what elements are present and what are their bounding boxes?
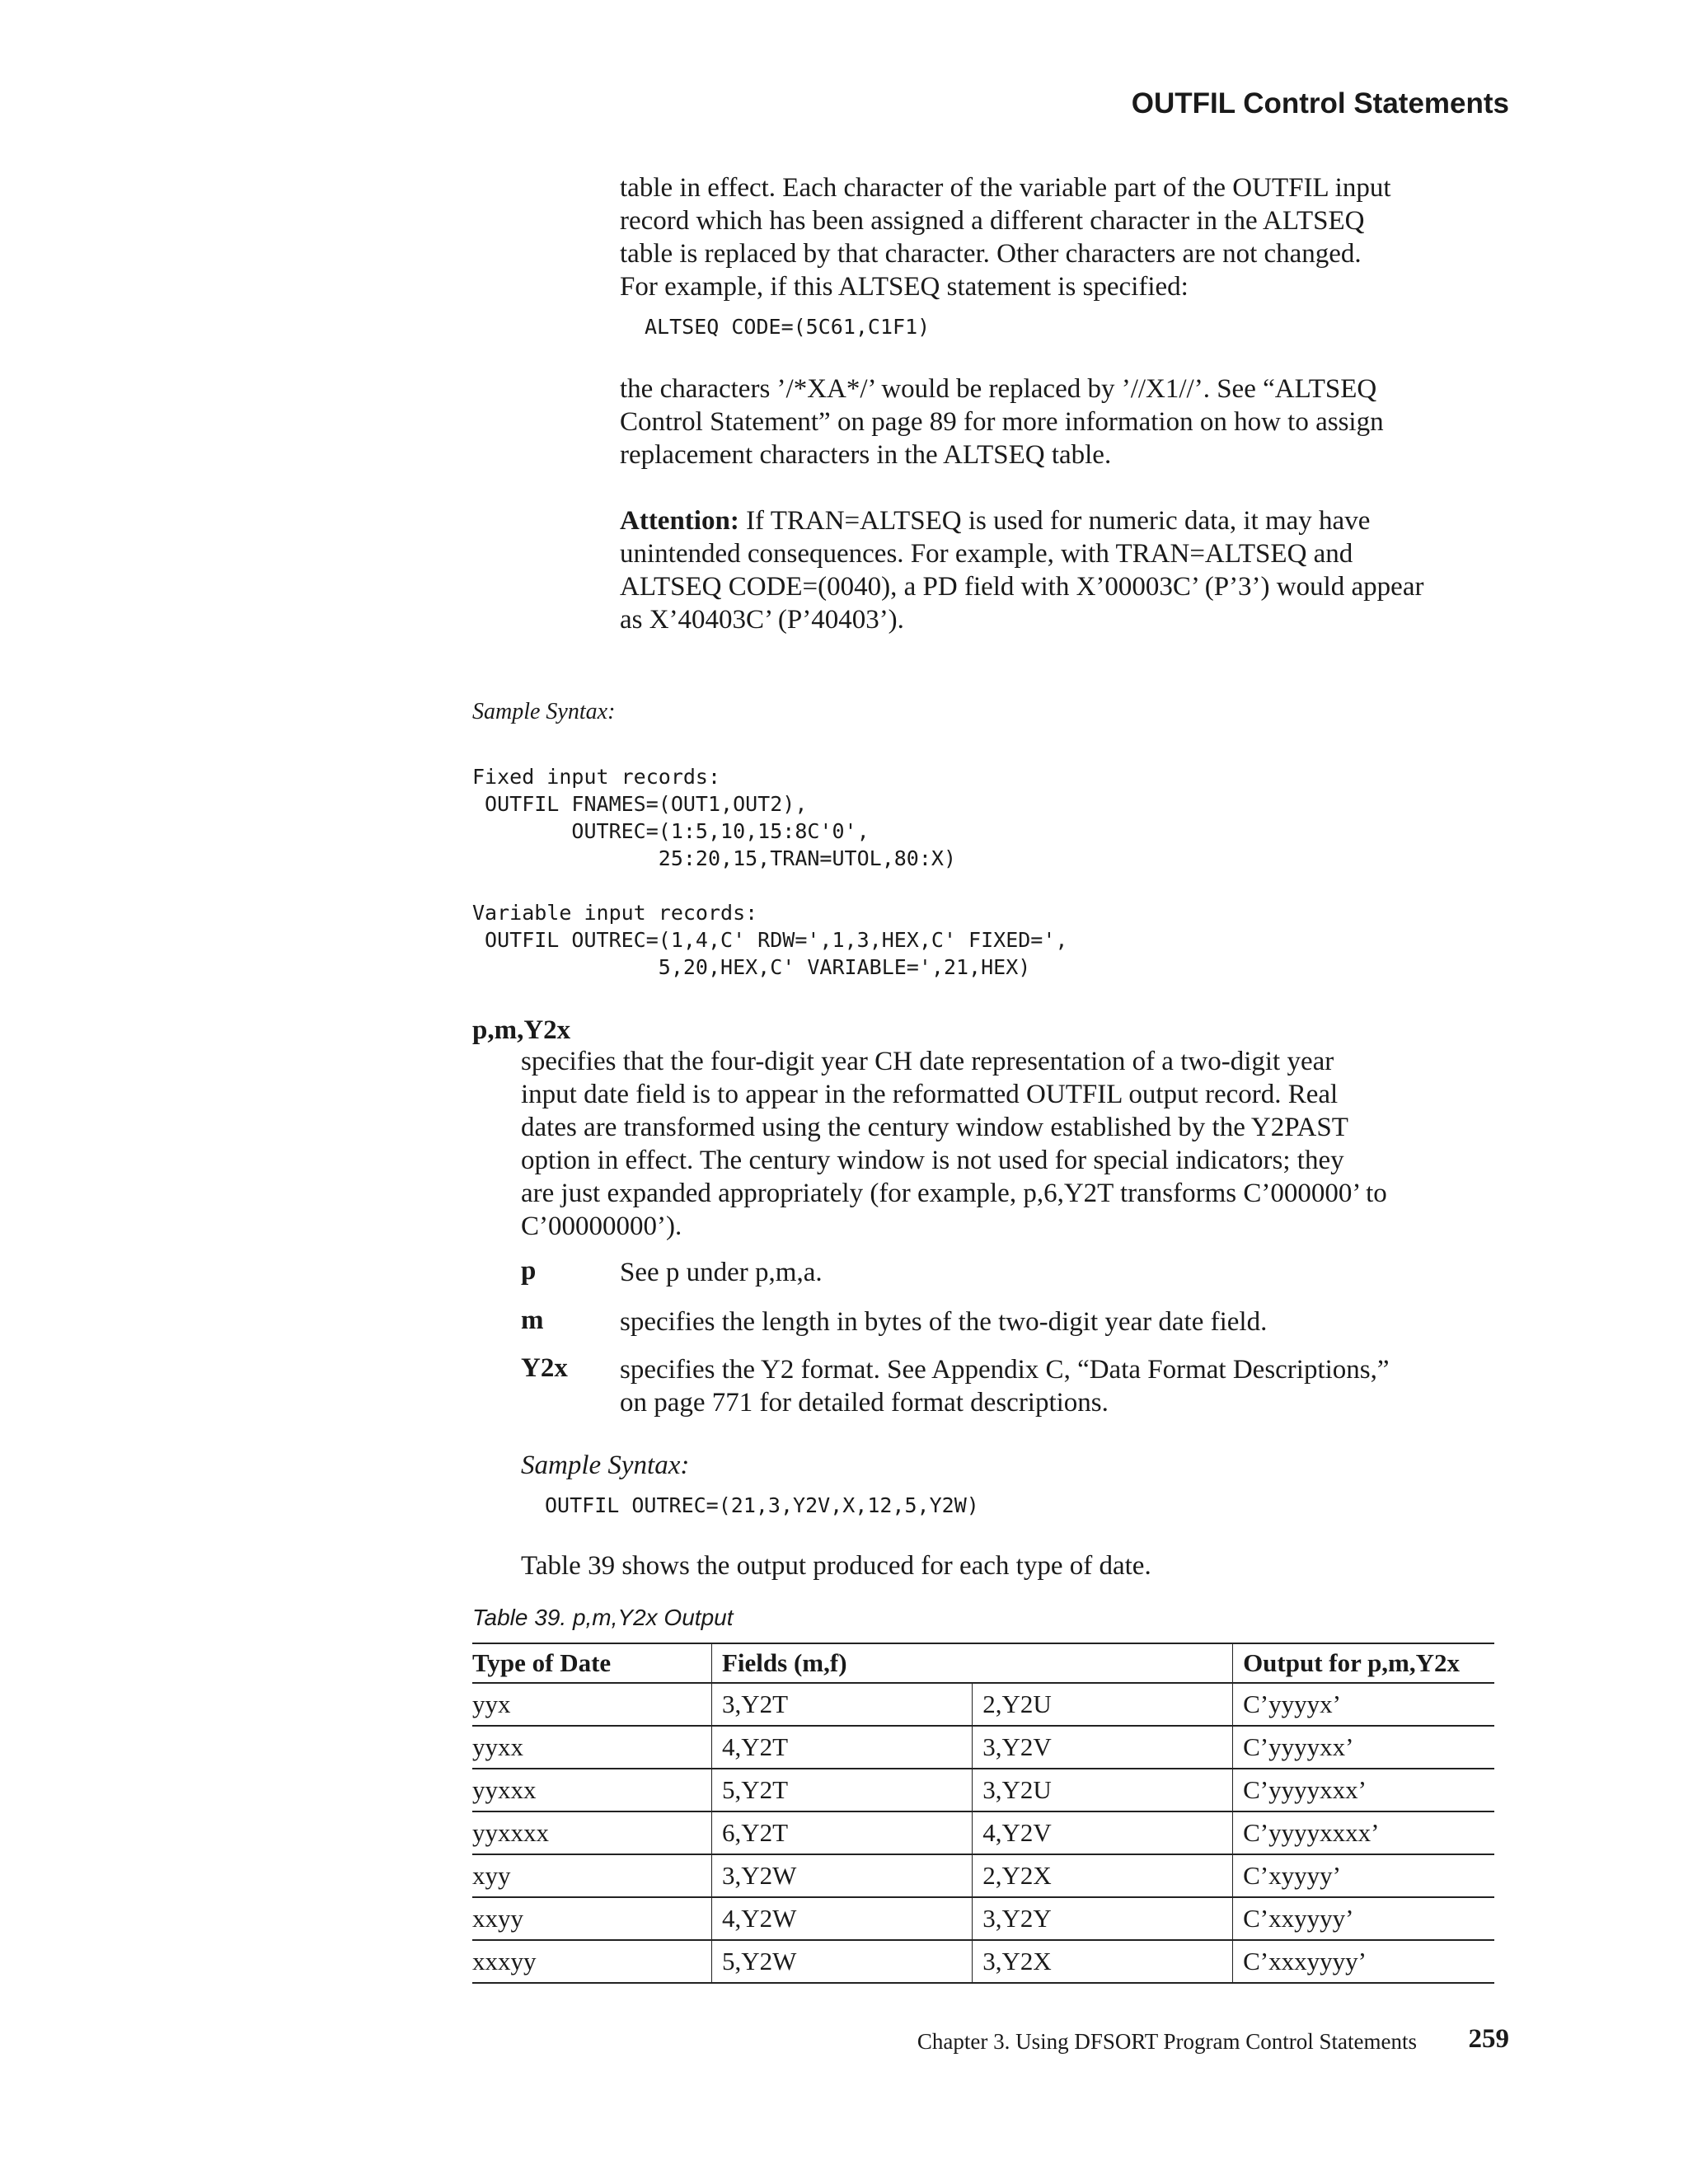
cell-output: C’yyyyxx’ — [1233, 1726, 1494, 1769]
cell-type: xyy — [472, 1854, 712, 1897]
cell-field-2: 3,Y2U — [973, 1769, 1233, 1811]
cell-field-1: 6,Y2T — [712, 1811, 973, 1854]
sample-syntax-code: Fixed input records: OUTFIL FNAMES=(OUT1,OUT2), OUTREC=(1:5,10,15:8C'0', 25:20,15,TRAN=UTOL,80:X) Variable input records: OUTFIL OUTREC=(1,4,C' RDW=',1,3,HEX,C' FIXED=', 5,20,HEX,C' VARIABLE=',21,HEX) — [472, 765, 1068, 979]
def-desc-line: specifies the Y2 format. See Appendix C, “Data Format Descriptions,” — [620, 1355, 1390, 1385]
y2x-description — [521, 1045, 1510, 1243]
cell-field-1: 3,Y2W — [712, 1854, 973, 1897]
table-intro: Table 39 shows the output produced for each type of date. — [521, 1551, 1151, 1581]
cell-field-1: 5,Y2W — [712, 1940, 973, 1983]
cell-output: C’yyyyxxx’ — [1233, 1769, 1494, 1811]
sample-syntax-label: Sample Syntax: — [472, 699, 616, 724]
cell-output: C’xxyyyy’ — [1233, 1897, 1494, 1940]
footer-chapter: Chapter 3. Using DFSORT Program Control Statements — [917, 2029, 1417, 2054]
y2x-line: C’00000000’). — [521, 1212, 682, 1241]
cell-output: C’xyyyy’ — [1233, 1854, 1494, 1897]
cell-field-2: 3,Y2V — [973, 1726, 1233, 1769]
def-desc-m: specifies the length in bytes of the two-digit year date field. — [620, 1307, 1268, 1337]
y2x-line: option in effect. The century window is not used for special indicators; they — [521, 1146, 1344, 1175]
intro-line: table is replaced by that character. Other characters are not changed. — [620, 239, 1362, 269]
attention-line: If TRAN=ALTSEQ is used for numeric data, it may have — [738, 506, 1371, 536]
def-desc-p: See p under p,m,a. — [620, 1258, 823, 1287]
cell-field-1: 5,Y2T — [712, 1769, 973, 1811]
table-row — [472, 1854, 1494, 1897]
cell-output: C’yyyyx’ — [1233, 1683, 1494, 1726]
cell-field-2: 2,Y2U — [973, 1683, 1233, 1726]
cell-type: yyxxxx — [472, 1811, 712, 1854]
def-desc-line: on page 771 for detailed format descriptions. — [620, 1388, 1109, 1418]
table-row — [472, 1726, 1494, 1769]
table-caption: Table 39. p,m,Y2x Output — [472, 1605, 734, 1630]
replacement-paragraph — [620, 373, 1510, 471]
cell-output: C’xxxyyyy’ — [1233, 1940, 1494, 1983]
table-row — [472, 1769, 1494, 1811]
table-row — [472, 1811, 1494, 1854]
page-number: 259 — [1468, 2024, 1509, 2054]
cell-field-2: 3,Y2X — [973, 1940, 1233, 1983]
y2x-output-table — [472, 1643, 1494, 1984]
cell-type: xxyy — [472, 1897, 712, 1940]
replacement-line: replacement characters in the ALTSEQ table. — [620, 440, 1112, 470]
def-term-m: m — [521, 1305, 544, 1335]
y2x-line: input date field is to appear in the reformatted OUTFIL output record. Real — [521, 1080, 1339, 1109]
cell-output: C’yyyyxxxx’ — [1233, 1811, 1494, 1854]
y2x-term: p,m,Y2x — [472, 1015, 571, 1045]
attention-line: unintended consequences. For example, with TRAN=ALTSEQ and — [620, 539, 1353, 569]
cell-field-2: 3,Y2Y — [973, 1897, 1233, 1940]
sample-syntax-code-2: OUTFIL OUTREC=(21,3,Y2V,X,12,5,Y2W) — [545, 1493, 979, 1517]
cell-type: yyxx — [472, 1726, 712, 1769]
cell-field-1: 4,Y2W — [712, 1897, 973, 1940]
running-header: OUTFIL Control Statements — [1131, 87, 1509, 120]
cell-type: yyxxx — [472, 1769, 712, 1811]
sample-syntax-label-2: Sample Syntax: — [521, 1451, 690, 1480]
cell-type: yyx — [472, 1683, 712, 1726]
table-row — [472, 1683, 1494, 1726]
replacement-line: the characters ’/*XA*/’ would be replaced by ’//X1//’. See “ALTSEQ — [620, 374, 1377, 404]
attention-line: ALTSEQ CODE=(0040), a PD field with X’00003C’ (P’3’) would appear — [620, 572, 1424, 602]
def-term-p: p — [521, 1256, 537, 1286]
cell-field-2: 4,Y2V — [973, 1811, 1233, 1854]
header-output: Output for p,m,Y2x — [1233, 1643, 1494, 1683]
table-row — [472, 1940, 1494, 1983]
intro-line: record which has been assigned a different character in the ALTSEQ — [620, 206, 1365, 236]
header-fields: Fields (m,f) — [712, 1643, 1233, 1683]
intro-paragraph — [620, 171, 1510, 303]
cell-field-1: 3,Y2T — [712, 1683, 973, 1726]
cell-type: xxxyy — [472, 1940, 712, 1983]
replacement-line: Control Statement” on page 89 for more information on how to assign — [620, 407, 1384, 437]
cell-field-2: 2,Y2X — [973, 1854, 1233, 1897]
cell-field-1: 4,Y2T — [712, 1726, 973, 1769]
table-header-row — [472, 1643, 1494, 1683]
attention-paragraph — [620, 504, 1510, 636]
y2x-line: are just expanded appropriately (for example, p,6,Y2T transforms C’000000’ to — [521, 1179, 1387, 1208]
y2x-line: dates are transformed using the century window established by the Y2PAST — [521, 1113, 1348, 1142]
attention-label: Attention: — [620, 506, 739, 536]
attention-line: as X’40403C’ (P’40403’). — [620, 605, 904, 635]
intro-line: For example, if this ALTSEQ statement is specified: — [620, 272, 1189, 302]
altseq-code-example: ALTSEQ CODE=(5C61,C1F1) — [645, 315, 931, 339]
table-row — [472, 1897, 1494, 1940]
def-desc-y2x — [620, 1353, 1390, 1419]
header-type-of-date: Type of Date — [472, 1643, 712, 1683]
intro-line: table in effect. Each character of the variable part of the OUTFIL input — [620, 173, 1391, 203]
def-term-y2x: Y2x — [521, 1353, 568, 1383]
y2x-line: specifies that the four-digit year CH date representation of a two-digit year — [521, 1047, 1334, 1076]
